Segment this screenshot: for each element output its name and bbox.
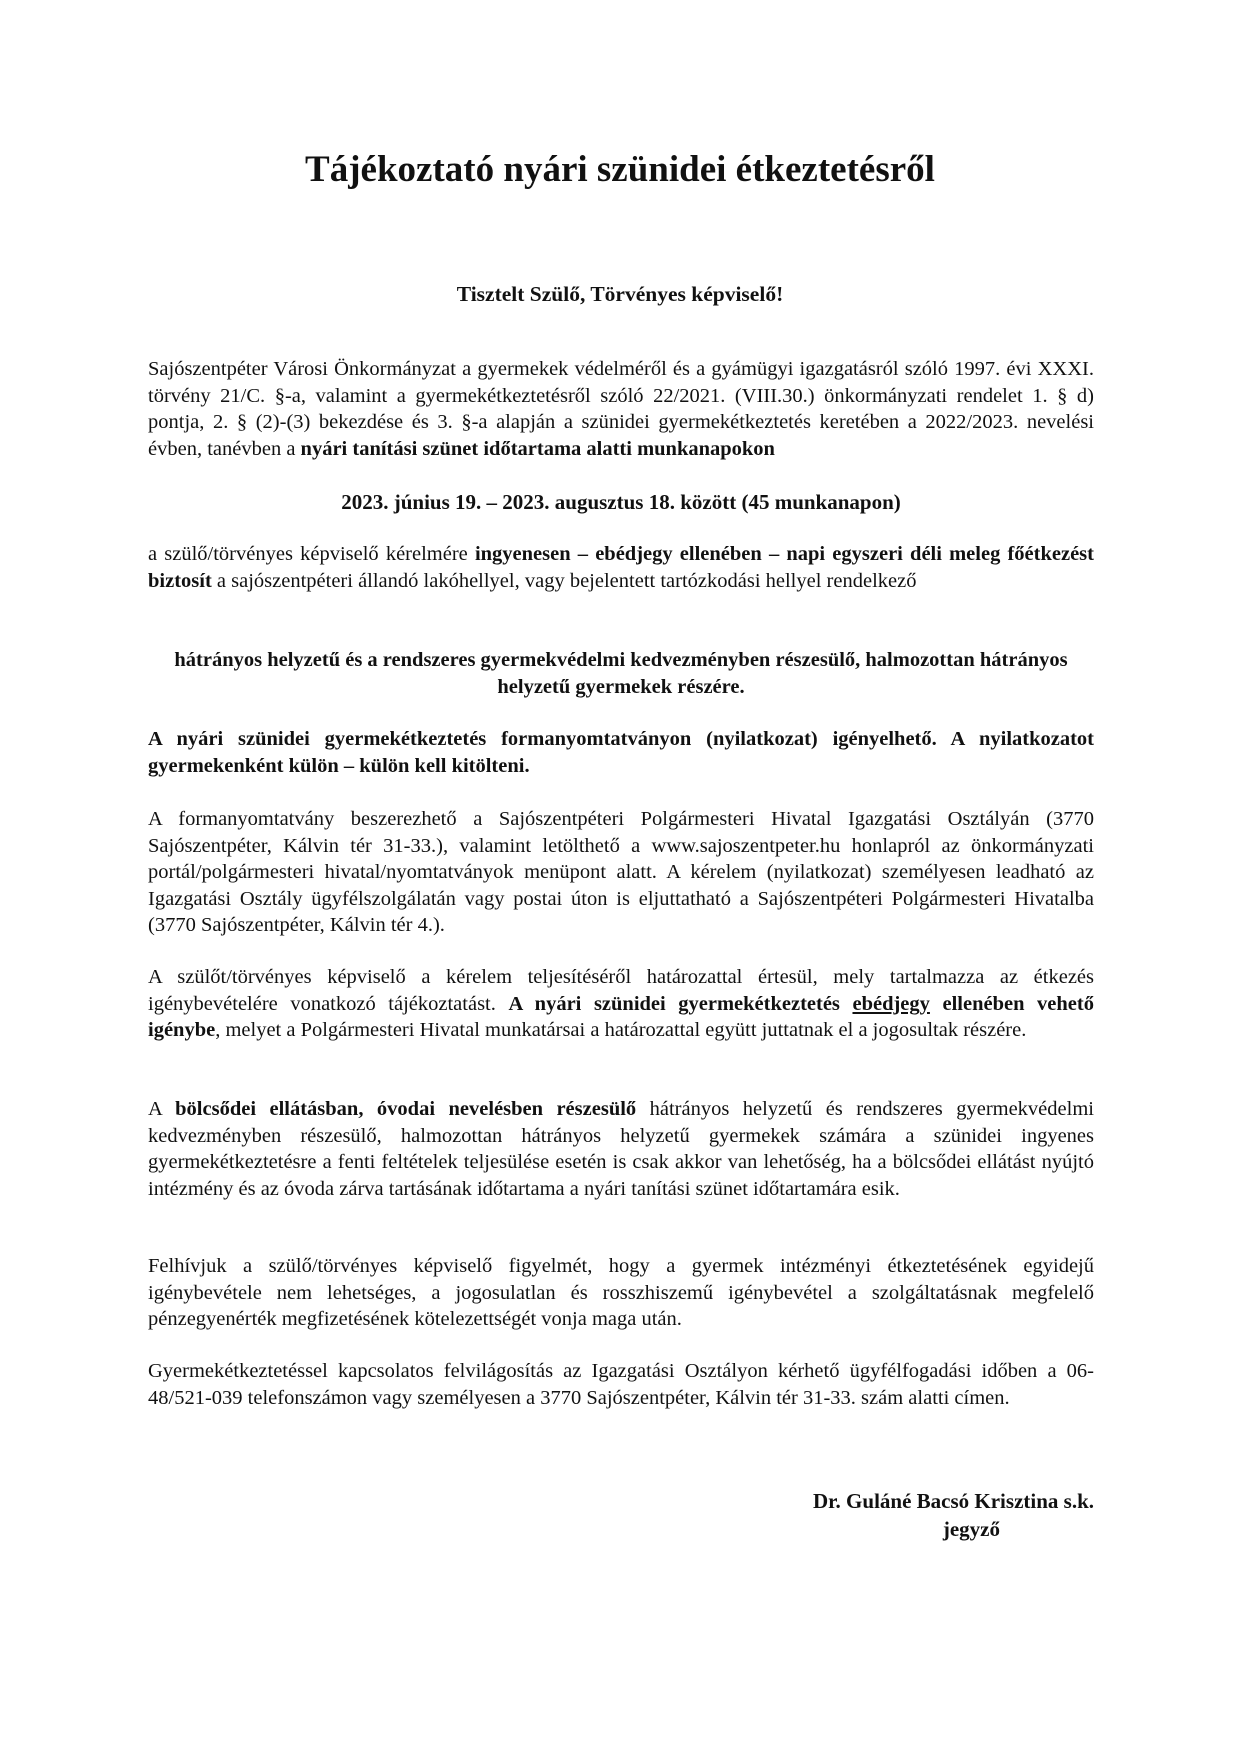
document-title: Tájékoztató nyári szünidei étkeztetésről [305,149,935,190]
paragraph-decision-a: A szülőt/törvényes képviselő a kérelem teljesítéséről határozattal értesül, mely tartalmazza az étkezés igénybevételére vonatkozó tájékoztatást. [148,966,1094,1015]
paragraph-decision-e: , melyet a Polgármesteri Hivatal munkatársai a határozattal együtt juttatnak el a jogosultak részére. [215,1019,1027,1041]
paragraph-legal-basis [148,356,1094,462]
paragraph-contact: Gyermekétkeztetéssel kapcsolatos felvilágosítás az Igazgatási Osztályon kérhető ügyfélfogadási időben a 06-48/521-039 telefonszámon vagy személyesen a 3770 Sajószentpéter, Kálvin tér 31-33. szám alatti címen. [148,1360,1094,1409]
paragraph-nursery-bold: bölcsődei ellátásban, óvodai nevelésben részesülő [175,1098,637,1120]
paragraph-service-bold: ingyenesen – ebédjegy ellenében – napi egyszeri déli meleg főétkezést biztosít [148,543,1094,592]
paragraph-decision-bold-2: ellenében vehető igénybe [148,992,1094,1041]
target-group: hátrányos helyzetű és a rendszeres gyermekvédelmi kedvezményben részesülő, halmozottan hátrányos helyzetű gyermekek részére. [174,649,1068,698]
paragraph-decision-bold-1: A nyári szünidei gyermekétkeztetés [508,992,853,1015]
paragraph-decision-underlined: ebédjegy [852,992,930,1015]
paragraph-nursery-a: A [148,1098,176,1120]
salutation: Tisztelt Szülő, Törvényes képviselő! [456,282,784,306]
paragraph-service-a: a szülő/törvényes képviselő kérelmére [148,543,475,565]
paragraph-decision [148,964,1094,1044]
paragraph-service [148,541,1094,594]
paragraph-warning: Felhívjuk a szülő/törvényes képviselő figyelmét, hogy a gyermek intézményi étkeztetésének egyidejű igénybevétele nem lehetséges, a jogosulatlan és rosszhiszemű igénybevétel a szolgáltatásnak megfelelő pénzegyenérték megfizetésének kötelezettségét vonja maga után. [148,1255,1094,1330]
signature-role: jegyző [942,1517,1000,1541]
paragraph-nursery [148,1096,1094,1202]
form-notice: A nyári szünidei gyermekétkeztetés formanyomtatványon (nyilatkozat) igényelhető. A nyilatkozatot gyermekenként külön – külön kell kitölteni. [148,728,1094,777]
paragraph-form-availability: A formanyomtatvány beszerezhető a Sajószentpéteri Polgármesteri Hivatal Igazgatási Osztályán (3770 Sajószentpéter, Kálvin tér 31-33.), valamint letölthető a www.sajoszentpeter.hu honlapról az önkormányzati portál/polgármesteri hivatal/nyomtatványok menüpont alatt. A kérelem (nyilatkozat) személyesen leadható az Igazgatási Osztály ügyfélszolgálatán vagy postai úton is eljuttatható a Sajószentpéteri Polgármesteri Hivatalba (3770 Sajószentpéter, Kálvin tér 4.). [148,808,1094,936]
paragraph-legal-basis-bold: nyári tanítási szünet időtartama alatti munkanapokon [300,437,775,460]
paragraph-service-c: a sajószentpéteri állandó lakóhellyel, vagy bejelentett tartózkodási hellyel rendelkező [211,569,917,592]
signature-name: Dr. Guláné Bacsó Krisztina s.k. [813,1489,1094,1513]
date-range: 2023. június 19. – 2023. augusztus 18. között (45 munkanapon) [341,490,901,514]
paragraph-nursery-c: hátrányos helyzetű és rendszeres gyermekvédelmi kedvezményben részesülő, halmozottan hátrányos helyzetű gyermekek számára a szünidei ingyenes gyermekétkeztetésre a fenti feltételek teljesülése esetén is csak akkor van lehetőség, ha a bölcsődei ellátást nyújtó intézmény és az óvoda zárva tartásának időtartama a nyári tanítási szünet időtartamára esik. [148,1098,1094,1200]
paragraph-legal-basis-text: Sajószentpéter Városi Önkormányzat a gyermekek védelméről és a gyámügyi igazgatásról szóló 1997. évi XXXI. törvény 21/C. §-a, valamint a gyermekétkeztetésről szóló 22/2021. (VIII.30.) önkormányzati rendelet 1. § d) pontja, 2. § (2)-(3) bekezdése és 3. §-a alapján a szünidei gyermekétkeztetés keretében a 2022/2023. nevelési évben, tanévben a [148,358,1094,460]
